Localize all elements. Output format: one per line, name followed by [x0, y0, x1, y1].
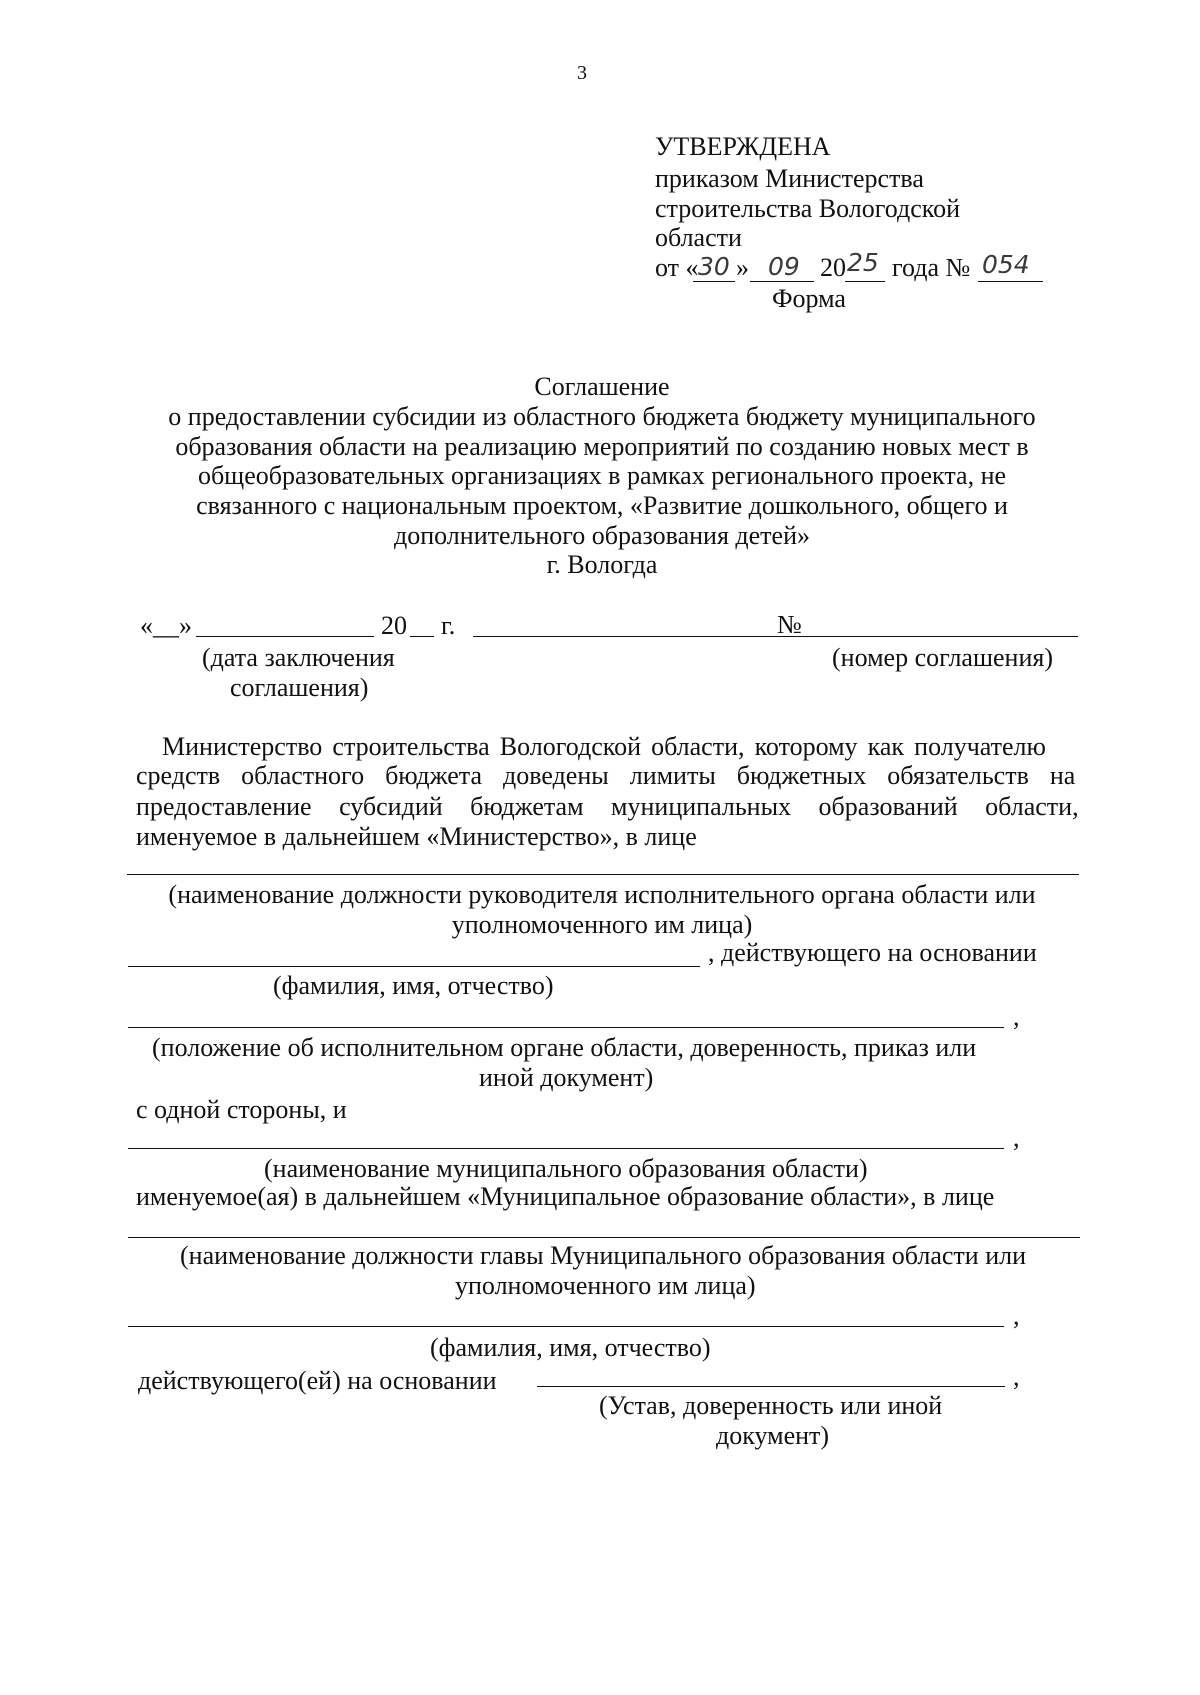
municipality-fio-line — [128, 1326, 1004, 1327]
body-line: средств областного бюджета доведены лимиты бюджетных обязательств на — [136, 761, 1076, 790]
field-caption: уполномоченного им лица) — [451, 910, 753, 939]
date-caption: (дата заключения — [202, 643, 395, 672]
acting-label: действующего(ей) на основании — [138, 1366, 497, 1395]
comma: , — [1013, 1002, 1020, 1031]
field-caption: (фамилия, имя, отчество) — [430, 1333, 711, 1362]
field-caption: документ) — [716, 1421, 830, 1450]
title-line: о предоставлении субсидии из областного бюджета бюджету муниципального — [168, 402, 1036, 431]
field-caption: иной документ) — [479, 1063, 654, 1092]
field-caption: (положение об исполнительном органе области, доверенность, приказ или — [152, 1033, 977, 1062]
approval-from-label: от « — [655, 253, 699, 282]
approval-heading: УТВЕРЖДЕНА — [655, 132, 831, 161]
referred-as-text: именуемое(ая) в дальнейшем «Муниципальное образование области», в лице — [136, 1182, 995, 1211]
ministry-basis-line — [128, 1027, 1004, 1028]
ministry-fio-line — [128, 966, 700, 967]
date-month-line — [196, 636, 374, 637]
municipality-line — [128, 1148, 1004, 1149]
approval-month: 09 — [768, 252, 800, 281]
approval-line: строительства Вологодской — [655, 194, 960, 223]
field-caption: (Устав, доверенность или иной — [599, 1391, 943, 1420]
date-year-prefix: 20 — [381, 611, 407, 640]
number-caption: (номер соглашения) — [832, 643, 1053, 672]
approval-year-suffix: 25 — [847, 248, 879, 277]
approval-year-word: года № — [892, 253, 971, 282]
approval-number: 054 — [982, 250, 1030, 279]
field-caption: (фамилия, имя, отчество) — [273, 971, 554, 1000]
approval-year-line — [845, 281, 885, 282]
body-line: именуемое в дальнейшем «Министерство», в лице — [136, 822, 697, 851]
comma: , — [1013, 1301, 1020, 1330]
approval-year-prefix: 20 — [820, 253, 846, 282]
title-line: связанного с национальным проектом, «Развитие дошкольного, общего и — [196, 491, 1008, 520]
date-day-field: «__» — [140, 611, 192, 640]
number-sign: № — [777, 610, 802, 639]
approval-quote: » — [736, 253, 749, 282]
city: г. Вологда — [546, 550, 658, 579]
comma: , — [1013, 1362, 1020, 1391]
acting-on-basis: , действующего на основании — [708, 938, 1037, 967]
title-line: дополнительного образования детей» — [394, 521, 810, 550]
field-caption: (наименование должности главы Муниципального образования области или — [180, 1241, 1027, 1270]
one-side-text: с одной стороны, и — [136, 1095, 347, 1124]
approval-day-line — [693, 281, 735, 282]
municipality-head-line — [128, 1237, 1080, 1238]
page-number: 3 — [577, 62, 587, 84]
approval-day: 30 — [698, 252, 730, 281]
form-label: Форма — [772, 284, 846, 313]
date-year-line — [410, 636, 434, 637]
field-caption: уполномоченного им лица) — [455, 1271, 756, 1300]
field-caption: (наименование муниципального образования области) — [264, 1154, 868, 1183]
approval-line: области — [655, 223, 742, 252]
approval-number-line — [978, 281, 1043, 282]
ministry-head-line — [127, 874, 1079, 875]
approval-line: приказом Министерства — [655, 164, 924, 193]
agreement-number-line — [473, 636, 1078, 637]
title-line: образования области на реализацию мероприятий по созданию новых мест в — [175, 432, 1029, 461]
municipality-basis-line — [537, 1386, 1005, 1387]
field-caption: (наименование должности руководителя исполнительного органа области или — [168, 880, 1036, 909]
body-line: предоставление субсидий бюджетам муниципальных образований области, — [136, 792, 1079, 821]
date-year-suffix: г. — [441, 611, 456, 640]
comma: , — [1013, 1123, 1020, 1152]
title-line: Соглашение — [534, 372, 670, 401]
body-line: Министерство строительства Вологодской области, которому как получателю — [162, 732, 1046, 761]
title-line: общеобразовательных организациях в рамках регионального проекта, не — [197, 461, 1007, 490]
approval-month-line — [750, 281, 814, 282]
date-caption: соглашения) — [230, 673, 369, 702]
